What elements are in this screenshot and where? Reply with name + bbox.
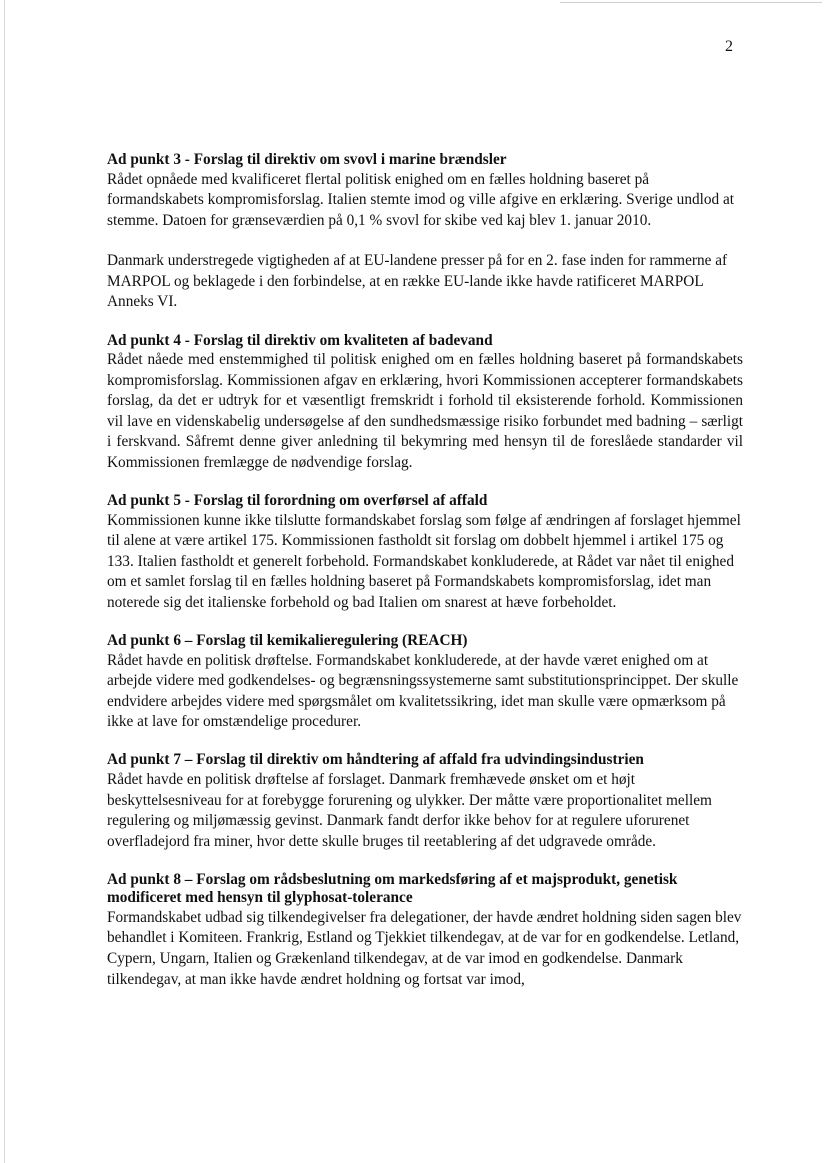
section-punkt-7 [107,751,743,852]
document-body [107,151,743,1009]
section-paragraph: Rådet nåede med enstemmighed til politisk enighed om en fælles holdning baseret på formandskabets kompromisforslag. Kommissionen afgav en erklæring, hvori Kommissionen accepterer formandskabets forslag, da det er udtryk for et væsentligt fremskridt i forhold til eksisterende forhold. Kommissionen vil lave en videnskabelig undersøgelse af den sundhedsmæssige risiko forbundet med badning – særligt i ferskvand. Såfremt denne giver anledning til bekymring med hensyn til de foreslåede standarder vil Kommissionen fremlægge de nødvendige forslag. [107,351,743,472]
page-number: 2 [725,38,733,55]
section-punkt-6 [107,632,743,733]
section-paragraph: Danmark understregede vigtigheden af at EU-landene presser på for en 2. fase inden for rammerne af MARPOL og beklagede i den forbindelse, at en række EU-lande ikke havde ratificeret MARPOL Anneks VI. [107,252,728,311]
section-paragraph: Rådet havde en politisk drøftelse. Formandskabet konkluderede, at der havde været enighed om at arbejde videre med godkendelses- og begrænsningssystemerne samt substitutionsprincippet. Der skulle endvidere arbejdes videre med spørgsmålet om kvalitetssikring, idet man skulle være opmærksom på ikke at lave for omstændelige procedurer. [107,651,739,731]
section-paragraph: Rådet opnåede med kvalificeret flertal politisk enighed om en fælles holdning baseret på formandskabets kompromisforslag. Italien stemte imod og ville afgive en erklæring. Sverige undlod at stemme. Datoen for grænseværdien på 0,1 % svovl for skibe ved kaj blev 1. januar 2010. [107,170,735,229]
section-paragraph: Rådet havde en politisk drøftelse af forslaget. Danmark fremhævede ønsket om et højt beskyttelsesniveau for at forebygge forurening og ulykker. Der måtte være proportionalitet mellem regulering og miljømæssig gevinst. Danmark fandt derfor ikke behov for at regulere uforurenet overfladejord fra miner, hvor dette skulle bruges til reetablering af det udgravede område. [107,770,712,850]
section-paragraph: Formandskabet udbad sig tilkendegivelser fra delegationer, der havde ændret holdning siden sagen blev behandlet i Komiteen. Frankrig, Estland og Tjekkiet tilkendegav, at de var for en godkendelse. Letland, Cypern, Ungarn, Italien og Grækenland tilkendegav, at de var imod en godkendelse. Danmark tilkendegav, at man ikke havde ændret holdning og fortsat var imod, [107,908,742,988]
scan-edge-line [560,2,822,3]
section-paragraph: Kommissionen kunne ikke tilslutte formandskabet forslag som følge af ændringen af forslaget hjemmel til alene at være artikel 175. Kommissionen fastholdt sit forslag om dobbelt hjemmel i artikel 175 og 133. Italien fastholdt et generelt forbehold. Formandskabet konkluderede, at Rådet var nået til enighed om et samlet forslag til en fælles holdning baseret på Formandskabets kompromisforslag, idet man noterede sig det italienske forbehold og bad Italien om snarest at hæve forbeholdet. [107,511,741,611]
scan-edge-line [4,0,5,1163]
section-heading: Ad punkt 4 - Forslag til direktiv om kvaliteten af badevand [107,331,493,349]
section-heading: Ad punkt 5 - Forslag til forordning om overførsel af affald [107,492,488,510]
section-punkt-8 [107,871,743,990]
section-heading: Ad punkt 7 – Forslag til direktiv om håndtering af affald fra udvindingsindustrien [107,751,644,769]
section-punkt-4 [107,332,743,474]
section-punkt-5 [107,492,743,613]
section-punkt-3 [107,151,743,313]
section-heading: Ad punkt 8 – Forslag om rådsbeslutning om markedsføring af et majsprodukt, genetisk modificeret med hensyn til glyphosat-tolerance [107,870,678,907]
section-heading: Ad punkt 6 – Forslag til kemikalieregulering (REACH) [107,632,468,650]
section-heading: Ad punkt 3 - Forslag til direktiv om svovl i marine brændsler [107,151,507,168]
